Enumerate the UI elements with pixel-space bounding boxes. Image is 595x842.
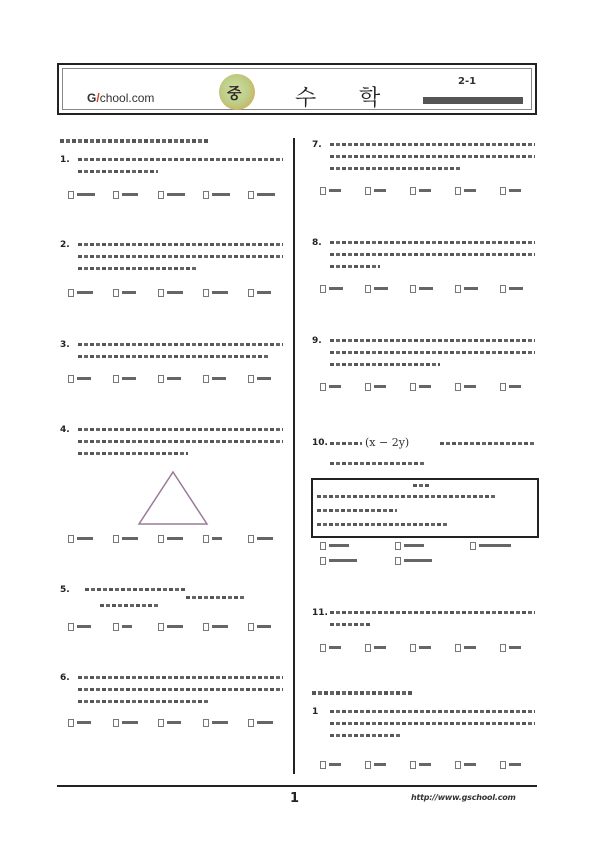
section-heading	[60, 139, 210, 143]
choice-4[interactable]	[203, 718, 228, 727]
header-inner-frame	[62, 68, 532, 110]
choice-5[interactable]	[500, 760, 521, 769]
triangle-figure	[133, 468, 213, 528]
choice-5[interactable]	[500, 643, 521, 652]
choice-5[interactable]	[248, 288, 271, 297]
question-1-text-line	[78, 170, 158, 173]
question-9-text-line	[330, 339, 535, 342]
question-1-choices	[68, 190, 283, 200]
choice-5[interactable]	[395, 556, 432, 565]
question-10-formula: (x − 2y)	[365, 436, 410, 449]
question-number-3: 3.	[60, 340, 70, 350]
gschool-logo[interactable]	[87, 91, 154, 105]
question-number-12: 1	[312, 707, 319, 717]
choice-4[interactable]	[455, 643, 476, 652]
question-6-choices	[68, 718, 283, 728]
choice-3[interactable]	[158, 190, 185, 199]
choice-5[interactable]	[500, 186, 521, 195]
question-8-text-line	[330, 265, 380, 268]
box-line	[317, 509, 397, 512]
choice-4[interactable]	[455, 186, 476, 195]
choice-2[interactable]	[365, 186, 386, 195]
subject-title-char-2: 학	[359, 86, 381, 111]
choice-4[interactable]	[203, 288, 228, 297]
choice-1[interactable]	[320, 186, 341, 195]
choice-5[interactable]	[248, 190, 275, 199]
grade-subtitle-bar	[423, 97, 523, 104]
question-12-text-line	[330, 710, 535, 713]
choice-2[interactable]	[365, 760, 386, 769]
box-line	[317, 523, 447, 526]
choice-2[interactable]	[365, 382, 386, 391]
question-10-choices-row-2	[320, 556, 535, 566]
question-6-text-line	[78, 688, 283, 691]
choice-3[interactable]	[158, 718, 181, 727]
question-4-text-line	[78, 428, 283, 431]
choice-2[interactable]	[113, 288, 136, 297]
choice-3[interactable]	[410, 760, 431, 769]
choice-4[interactable]	[203, 190, 230, 199]
choice-1[interactable]	[320, 284, 343, 293]
choice-3[interactable]	[158, 622, 183, 631]
grade-label: 2-1	[458, 76, 477, 87]
section-heading	[312, 691, 412, 695]
question-4-text-line	[78, 440, 283, 443]
question-10-text-line	[330, 462, 425, 465]
question-3-choices	[68, 374, 283, 384]
box-title	[413, 484, 431, 487]
choice-5[interactable]	[248, 374, 271, 383]
question-2-text-line	[78, 243, 283, 246]
question-1-text-line	[78, 158, 283, 161]
choice-2[interactable]	[365, 643, 386, 652]
question-7-text-line	[330, 155, 535, 158]
choice-2[interactable]	[113, 534, 138, 543]
question-number-9: 9.	[312, 336, 322, 346]
question-5-text-line	[100, 604, 160, 607]
choice-3[interactable]	[158, 534, 183, 543]
question-7-choices	[320, 186, 535, 196]
choice-1[interactable]	[320, 541, 349, 550]
question-12-choices	[320, 760, 535, 770]
question-2-choices	[68, 288, 283, 298]
question-7-text-line	[330, 143, 535, 146]
choice-2[interactable]	[113, 374, 136, 383]
question-number-2: 2.	[60, 240, 70, 250]
question-9-text-line	[330, 351, 535, 354]
question-11-text-line	[330, 623, 370, 626]
choice-5[interactable]	[500, 382, 521, 391]
choice-2[interactable]	[113, 190, 138, 199]
question-12-text-line	[330, 734, 400, 737]
choice-2[interactable]	[365, 284, 388, 293]
question-4-choices	[68, 534, 283, 544]
choice-3[interactable]	[410, 382, 431, 391]
choice-4[interactable]	[203, 622, 228, 631]
logo-slash: /	[96, 91, 100, 105]
subject-title-char-1: 수	[295, 86, 317, 111]
question-5-text-line	[186, 596, 246, 599]
question-number-8: 8.	[312, 238, 322, 248]
column-divider	[293, 138, 295, 774]
question-2-text-line	[78, 267, 198, 270]
question-8-text-line	[330, 241, 535, 244]
question-8-text-line	[330, 253, 535, 256]
question-10-choices	[320, 541, 535, 551]
choice-1[interactable]	[68, 622, 91, 631]
logo-suffix: chool.com	[99, 91, 155, 105]
choice-2[interactable]	[113, 718, 138, 727]
question-5-choices	[68, 622, 283, 632]
question-10-text-line	[440, 442, 535, 445]
choice-4[interactable]	[455, 284, 478, 293]
question-3-text-line	[78, 355, 268, 358]
logo-prefix: G	[87, 91, 97, 105]
question-number-6: 6.	[60, 673, 70, 683]
question-number-7: 7.	[312, 140, 322, 150]
question-8-choices	[320, 284, 535, 294]
question-9-text-line	[330, 363, 440, 366]
choice-1[interactable]	[320, 760, 341, 769]
question-number-11: 11.	[312, 608, 328, 618]
choice-1[interactable]	[68, 718, 91, 727]
question-12-text-line	[330, 722, 535, 725]
choice-5[interactable]	[248, 534, 273, 543]
question-9-choices	[320, 382, 535, 392]
question-11-choices	[320, 643, 535, 653]
question-number-4: 4.	[60, 425, 70, 435]
choice-3[interactable]	[158, 288, 183, 297]
choice-1[interactable]	[68, 190, 95, 199]
choice-3[interactable]	[410, 186, 431, 195]
school-emblem-icon	[219, 74, 255, 110]
choice-1[interactable]	[68, 288, 93, 297]
question-5-fraction-line	[85, 588, 185, 591]
choice-4[interactable]	[203, 534, 222, 543]
choice-5[interactable]	[248, 718, 273, 727]
choice-3[interactable]	[158, 374, 181, 383]
choice-1[interactable]	[68, 534, 93, 543]
box-line	[317, 495, 495, 498]
choice-1[interactable]	[320, 382, 341, 391]
page-header	[57, 63, 537, 115]
choice-4[interactable]	[203, 374, 226, 383]
choice-4[interactable]	[455, 760, 476, 769]
question-11-text-line	[330, 611, 535, 614]
footer-site-link[interactable]: http://www.gschool.com	[411, 793, 516, 802]
question-2-text-line	[78, 255, 283, 258]
question-number-5: 5.	[60, 585, 70, 595]
question-number-1: 1.	[60, 155, 70, 165]
question-3-text-line	[78, 343, 283, 346]
page-number: 1	[290, 791, 300, 806]
choice-5[interactable]	[248, 622, 271, 631]
question-6-text-line	[78, 676, 283, 679]
choice-2[interactable]	[113, 622, 132, 631]
question-number-10: 10.	[312, 438, 328, 448]
emblem-text: 중	[227, 84, 242, 102]
choice-1[interactable]	[320, 643, 341, 652]
choice-3[interactable]	[410, 284, 433, 293]
choice-1[interactable]	[68, 374, 91, 383]
choice-3[interactable]	[410, 643, 431, 652]
choice-2[interactable]	[395, 541, 424, 550]
choice-4[interactable]	[320, 556, 357, 565]
question-7-text-line	[330, 167, 460, 170]
question-4-text-line	[78, 452, 188, 455]
question-10-text-line	[330, 442, 362, 445]
condition-box	[311, 478, 539, 538]
choice-3[interactable]	[470, 541, 511, 550]
choice-4[interactable]	[455, 382, 476, 391]
choice-5[interactable]	[500, 284, 523, 293]
question-6-text-line	[78, 700, 208, 703]
footer-rule	[57, 785, 537, 787]
